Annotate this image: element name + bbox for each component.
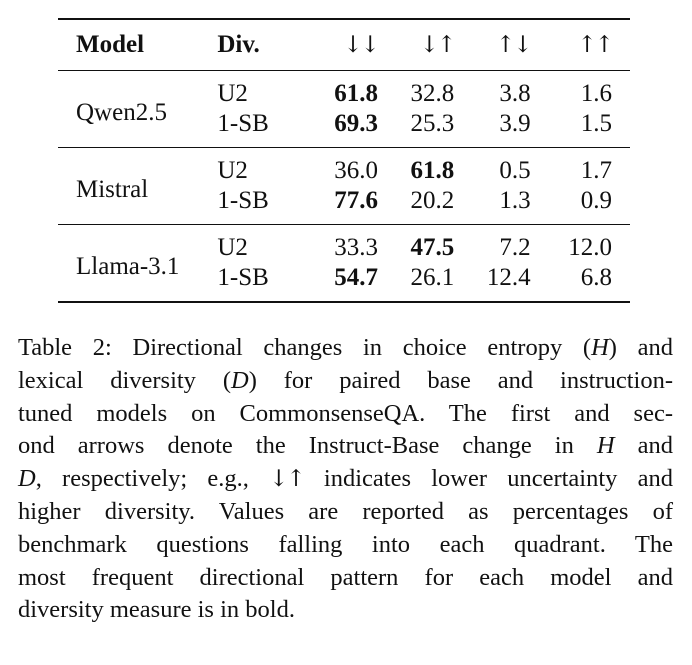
table-caption — [18, 332, 673, 627]
div-cell: U2 — [217, 157, 248, 184]
value-cell: 47.5 — [410, 234, 455, 261]
value-cell: 61.8 — [410, 157, 455, 184]
group-llama — [58, 225, 630, 303]
header-up-down: ↑↓ — [496, 32, 531, 58]
value-cell: 69.3 — [334, 110, 378, 137]
table-row — [58, 225, 630, 264]
div-cell: 1-SB — [217, 187, 269, 214]
caption-text: and — [614, 432, 673, 460]
value-cell: 54.7 — [334, 264, 378, 291]
caption-line — [18, 463, 673, 496]
value-cell: 6.8 — [580, 264, 612, 291]
value-cell: 3.8 — [499, 80, 531, 107]
value-cell: 12.0 — [568, 234, 612, 261]
value-cell: 36.0 — [334, 157, 378, 184]
value-cell: 25.3 — [410, 110, 455, 137]
caption-line: higher diversity. Values are reported as percentages of — [18, 497, 673, 525]
value-cell: 7.2 — [499, 234, 531, 261]
value-cell: 1.5 — [580, 110, 612, 137]
value-cell: 1.6 — [580, 80, 612, 107]
table-row — [58, 148, 630, 187]
caption-line — [18, 430, 673, 463]
value-cell: 1.7 — [580, 157, 612, 184]
model-name: Llama-3.1 — [76, 253, 180, 280]
header-up-up: ↑↑ — [577, 32, 612, 58]
value-cell: 0.9 — [580, 187, 612, 214]
caption-line: benchmark questions falling into each quadrant. The — [18, 530, 673, 558]
caption-variable: D — [18, 465, 36, 493]
caption-text: ) and — [608, 334, 673, 361]
caption-line: diversity measure is in bold. — [18, 596, 295, 624]
value-cell: 33.3 — [334, 234, 378, 261]
value-cell: 3.9 — [499, 110, 531, 137]
value-cell: 1.3 — [499, 187, 531, 214]
value-cell: 20.2 — [410, 187, 455, 214]
header-down-up: ↓↑ — [419, 32, 455, 58]
table-row — [58, 71, 630, 110]
caption-line — [18, 332, 673, 365]
div-cell: U2 — [217, 234, 248, 261]
caption-variable: H — [591, 334, 609, 361]
value-cell: 26.1 — [410, 264, 455, 291]
div-cell: 1-SB — [217, 110, 269, 137]
results-table — [58, 18, 630, 303]
value-cell: 77.6 — [334, 187, 378, 214]
value-cell: 0.5 — [499, 157, 531, 184]
caption-line: most frequent directional pattern for each model and — [18, 563, 673, 591]
header-div: Div. — [217, 31, 260, 58]
div-cell: 1-SB — [217, 264, 269, 291]
caption-arrows: ↓↑ — [269, 466, 304, 493]
caption-text: ond arrows denote the Instruct-Base change in — [18, 432, 597, 460]
model-name: Qwen2.5 — [76, 99, 167, 126]
div-cell: U2 — [217, 80, 248, 107]
header-down-down: ↓↓ — [343, 32, 378, 58]
header-model: Model — [76, 31, 145, 58]
table-header-row — [58, 19, 630, 71]
value-cell: 61.8 — [334, 80, 378, 107]
caption-text: lexical diversity ( — [18, 366, 231, 394]
results-table-container — [58, 18, 630, 303]
caption-line: tuned models on CommonsenseQA. The first and sec- — [18, 399, 673, 427]
group-mistral — [58, 148, 630, 225]
value-cell: 12.4 — [486, 264, 531, 291]
group-qwen — [58, 71, 630, 148]
caption-text: Table 2: Directional changes in choice entropy ( — [18, 334, 592, 361]
caption-line — [18, 365, 673, 398]
caption-text: ) for paired base and instruction- — [248, 366, 673, 394]
value-cell: 32.8 — [410, 80, 455, 107]
caption-text: indicates lower uncertainty and — [303, 465, 674, 493]
model-name: Mistral — [76, 176, 149, 203]
caption-text: , respectively; e.g., — [35, 465, 270, 493]
caption-variable: D — [231, 366, 249, 394]
caption-variable: H — [596, 432, 615, 460]
